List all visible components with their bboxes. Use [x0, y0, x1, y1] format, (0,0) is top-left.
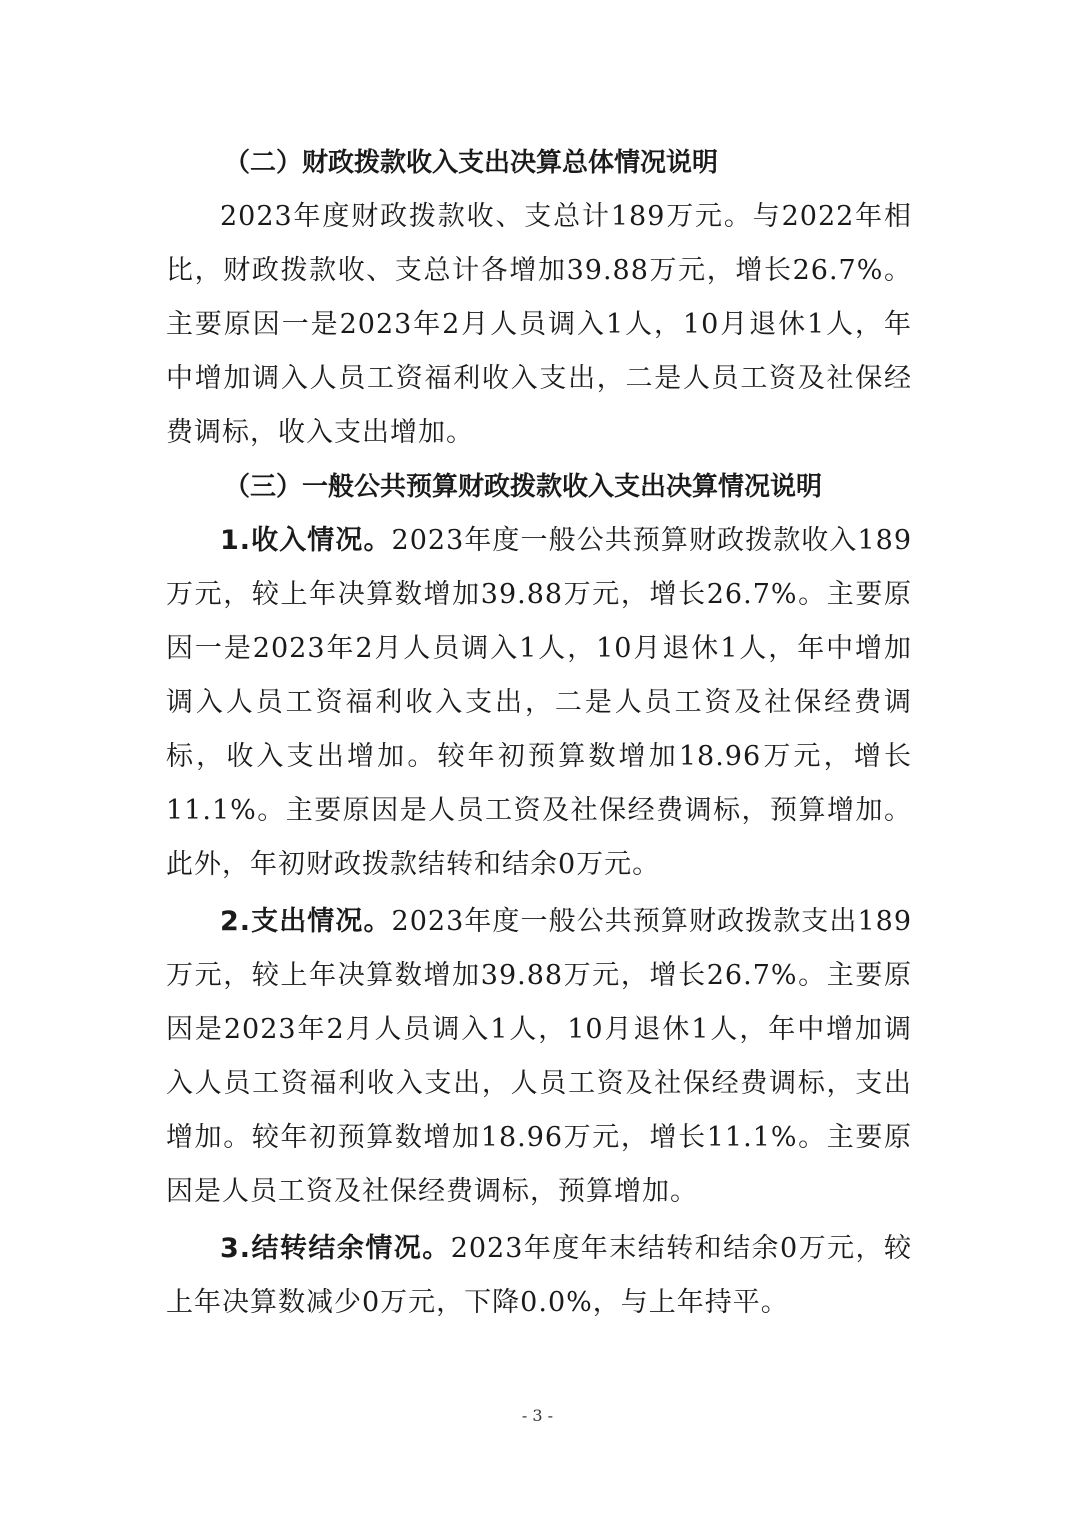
document-page: [166, 136, 912, 1330]
income-lead: 1.收入情况。: [220, 525, 392, 556]
income-body: 2023年度一般公共预算财政拨款收入189万元，较上年决算数增加39.88万元，增长26.7%。主要原因一是2023年2月人员调入1人，10月退休1人，年中增加调入人员工资福利收入支出，二是人员工资及社保经费调标，收入支出增加。较年初预算数增加18.96万元，增长11.1%。主要原因是人员工资及社保经费调标，预算增加。此外，年初财政拨款结转和结余0万元。: [166, 525, 912, 880]
income-paragraph: [166, 514, 912, 892]
page-number: - 3 -: [521, 1406, 554, 1425]
section-heading-2: （二）财政拨款收入支出决算总体情况说明: [224, 148, 719, 178]
section-heading-3: （三）一般公共预算财政拨款收入支出决算情况说明: [224, 472, 823, 502]
expense-lead: 2.支出情况。: [220, 906, 392, 937]
carryover-lead: 3.结转结余情况。: [220, 1233, 451, 1264]
carryover-paragraph: [166, 1222, 912, 1330]
section-2-paragraph: 2023年度财政拨款收、支总计189万元。与2022年相比，财政拨款收、支总计各增加39.88万元，增长26.7%。主要原因一是2023年2月人员调入1人，10月退休1人，年中增加调入人员工资福利收入支出，二是人员工资及社保经费调标，收入支出增加。: [166, 201, 912, 448]
expense-body: 2023年度一般公共预算财政拨款支出189万元，较上年决算数增加39.88万元，增长26.7%。主要原因是2023年2月人员调入1人，10月退休1人，年中增加调入人员工资福利收入支出，人员工资及社保经费调标，支出增加。较年初预算数增加18.96万元，增长11.1%。主要原因是人员工资及社保经费调标，预算增加。: [166, 906, 912, 1207]
carryover-body: 2023年度年末结转和结余0万元，较上年决算数减少0万元，下降0.0%，与上年持平。: [166, 1233, 912, 1318]
expense-paragraph: [166, 895, 912, 1219]
